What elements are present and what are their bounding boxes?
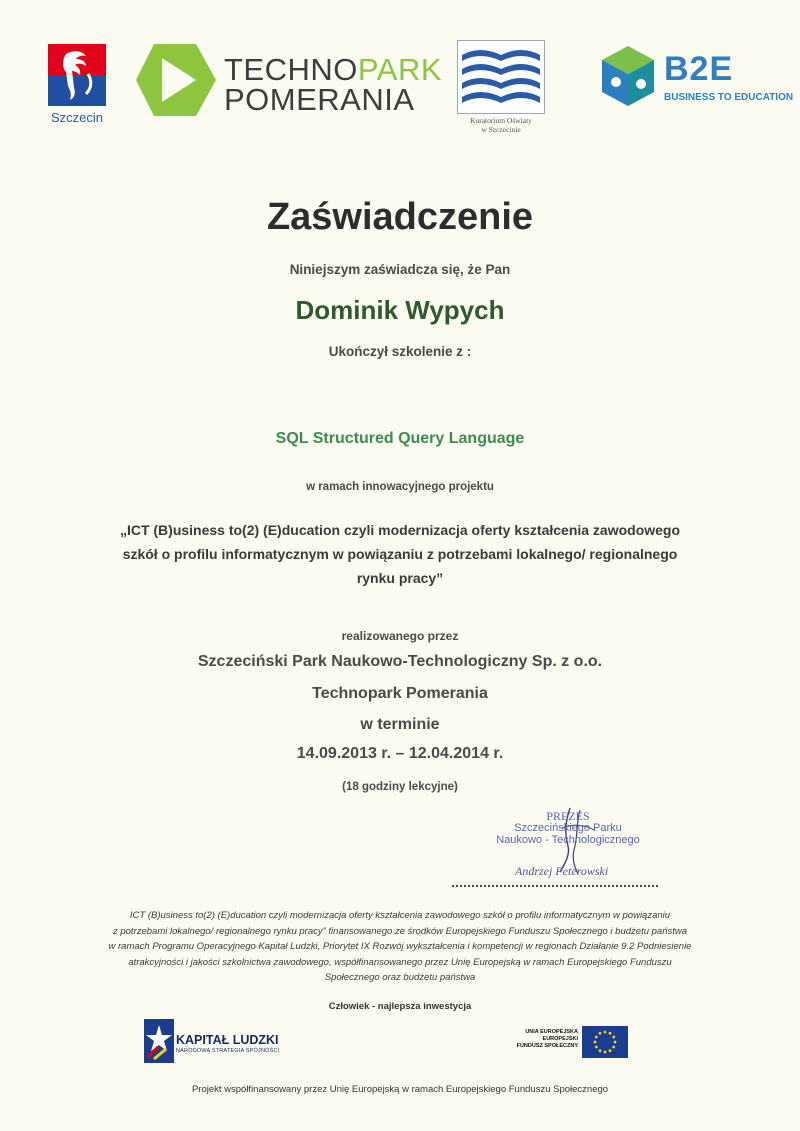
- kapital-ludzki-name: KAPITAŁ LUDZKI: [176, 1033, 279, 1047]
- kapital-ludzki-subtitle: NARODOWA STRATEGIA SPÓJNOŚCI: [176, 1048, 280, 1054]
- within-project-label: w ramach innowacyjnego projektu: [306, 481, 494, 493]
- technopark-wordmark-line2: POMERANIA: [224, 82, 415, 117]
- term-label: w terminie: [360, 716, 440, 733]
- kuratorium-emblem-icon: [457, 40, 545, 114]
- organization-brand: Technopark Pomerania: [312, 685, 488, 702]
- training-dates: 14.09.2013 r. – 12.04.2014 r.: [296, 745, 504, 762]
- szczecin-griffin-icon: [48, 44, 106, 106]
- completed-label: Ukończył szkolenie z :: [328, 344, 472, 359]
- stamp-line: Naukowo - Technologicznego: [496, 834, 640, 846]
- szczecin-caption: Szczecin: [50, 110, 104, 125]
- kapital-ludzki-star-icon: [144, 1019, 174, 1063]
- stamp-signer: Andrzej Peterowski: [515, 864, 609, 878]
- signature-line: [452, 885, 658, 887]
- recipient-name: Dominik Wypych: [295, 295, 505, 325]
- szczecin-logo: [46, 44, 108, 125]
- footnote-line: atrakcyjności i jakości szkolnictwa zawodowego, współfinansowanego przez Unię Europejską w ramach Europejskiego Funduszu: [128, 956, 672, 968]
- b2e-name: B2E: [664, 50, 734, 88]
- kuratorium-caption: Kuratorium Oświaty w Szczecinie: [470, 116, 532, 134]
- technopark-play-icon: [134, 40, 218, 120]
- realized-by-label: realizowanego przez: [341, 629, 459, 643]
- cofunding-note: Projekt współfinansowany przez Unię Europejską w ramach Europejskiego Funduszu Społecznego: [191, 1084, 609, 1095]
- project-footnote: [0, 908, 800, 986]
- footnote-line: Społecznego oraz budżetu państwa: [324, 972, 476, 983]
- kapital-ludzki-logo: [144, 1019, 294, 1063]
- project-title: [0, 518, 800, 590]
- course-name: SQL Structured Query Language: [275, 430, 525, 447]
- official-stamp: [493, 810, 643, 846]
- certificate-intro: Niniejszym zaświadcza się, że Pan: [289, 262, 511, 277]
- project-title-line: szkół o profilu informatycznym w powiązaniu z potrzebami lokalnego/ regionalnego: [122, 546, 678, 562]
- technopark-logo: [134, 40, 443, 120]
- project-title-line: „ICT (B)usiness to(2) (E)ducation czyli modernizacja oferty kształcenia zawodowego: [119, 522, 681, 538]
- slogan: Człowiek - najlepsza inwestycja: [328, 1001, 472, 1012]
- b2e-tagline: BUSINESS TO EDUCATION: [664, 92, 794, 103]
- footnote-line: z potrzebami lokalnego/ regionalnego rynku pracy” finansowanego ze środków Europejskiego Funduszu Społecznego i budżetu państwa: [112, 925, 688, 937]
- technopark-wordmark-line1: TECHNOPARK: [224, 52, 443, 87]
- b2e-logo: [598, 44, 798, 110]
- training-hours: (18 godziny lekcyjne): [342, 781, 458, 793]
- certificate-title: Zaświadczenie: [266, 196, 534, 238]
- eu-logo: [514, 1026, 628, 1058]
- stamp-line: Szczecińskiego Parku: [514, 822, 622, 834]
- eu-flag-icon: [582, 1026, 628, 1058]
- stamp-title: PREZES: [546, 809, 590, 823]
- project-title-line: rynku pracy”: [356, 570, 444, 586]
- kuratorium-logo: [455, 40, 547, 134]
- footnote-line: ICT (B)usiness to(2) (E)ducation czyli modernizacja oferty kształcenia zawodowego szkół o profilu informatycznym w powiązaniu: [129, 910, 671, 921]
- footnote-line: w ramach Programu Operacyjnego Kapitał Ludzki, Priorytet IX Rozwój wykształcenia i kompetencji w regionach Działanie 9.2 Podniesienie: [108, 941, 692, 952]
- eu-logo-text: UNIA EUROPEJSKA EUROPEJSKI FUNDUSZ SPOŁECZNY: [516, 1029, 578, 1049]
- organization-name: Szczeciński Park Naukowo-Technologiczny Sp. z o.o.: [197, 653, 603, 670]
- b2e-cube-icon: [598, 44, 658, 108]
